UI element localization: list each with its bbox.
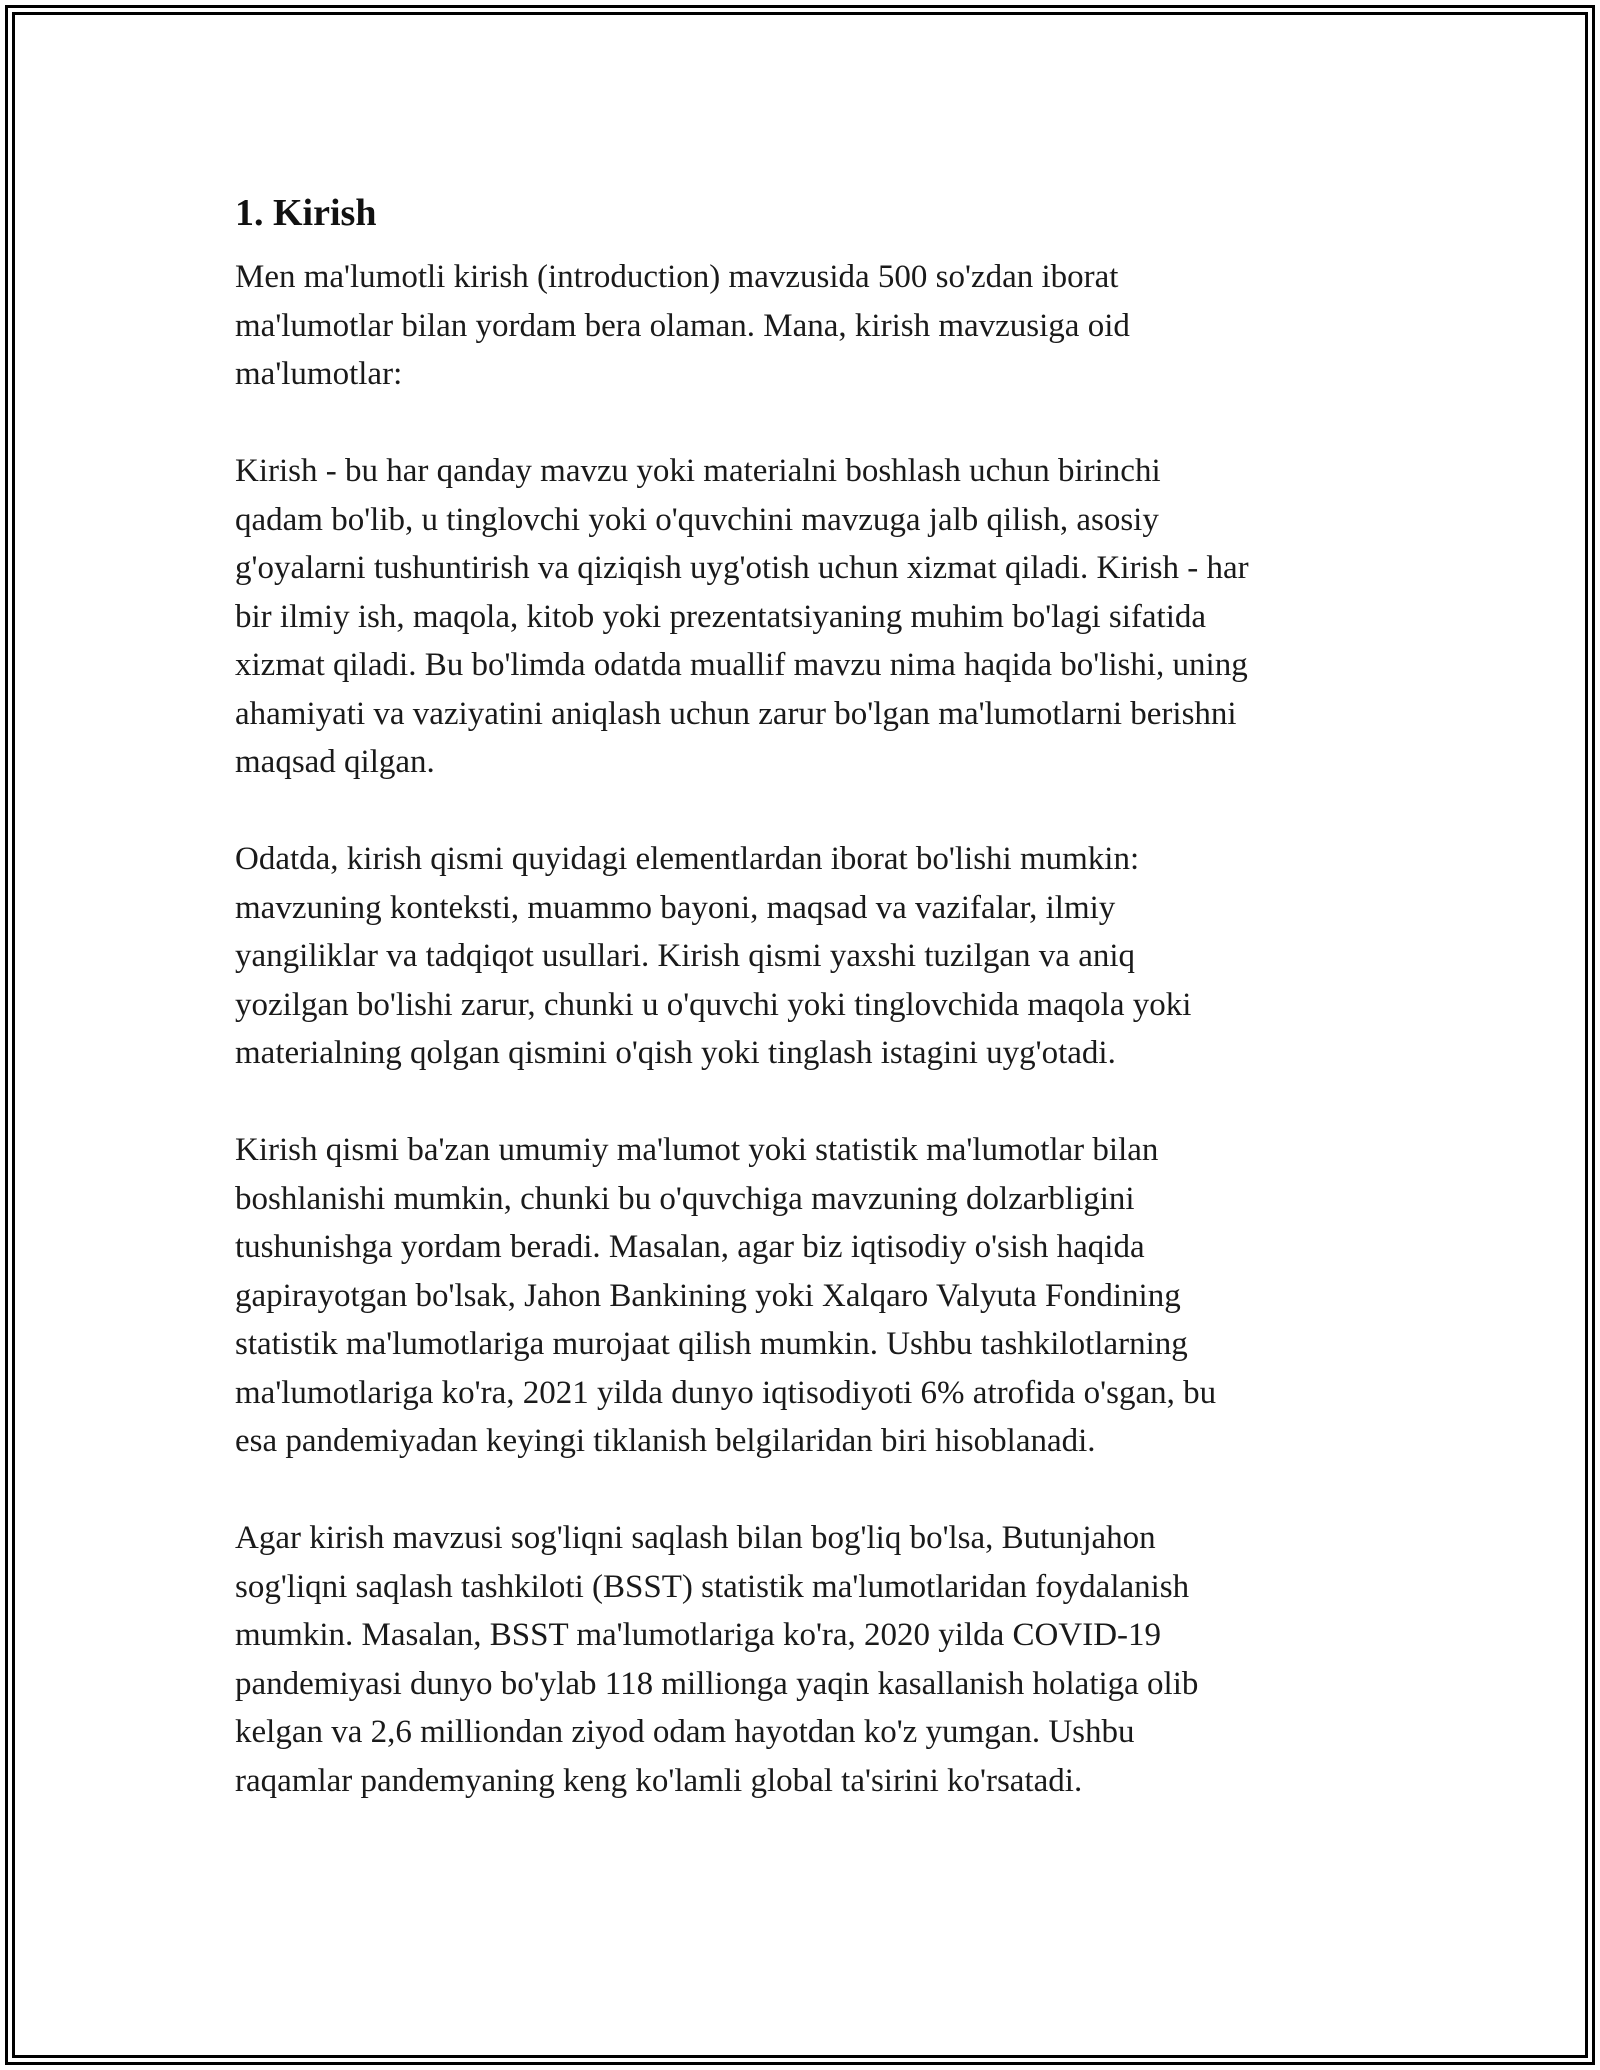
text-line: materialning qolgan qismini o'qish yoki tinglash istagini uyg'otadi.	[235, 1035, 1116, 1071]
text-line: Kirish qismi ba'zan umumiy ma'lumot yoki statistik ma'lumotlar bilan	[235, 1132, 1159, 1168]
text-line: pandemiyasi dunyo bo'ylab 118 millionga yaqin kasallanish holatiga olib	[235, 1665, 1199, 1702]
text-line: Odatda, kirish qismi quyidagi elementlardan iborat bo'lishi mumkin:	[235, 841, 1140, 877]
text-line: tushunishga yordam beradi. Masalan, agar biz iqtisodiy o'sish haqida	[235, 1229, 1145, 1265]
text-line: ma'lumotlariga ko'ra, 2021 yilda dunyo iqtisodiyoti 6% atrofida o'sgan, bu	[235, 1374, 1217, 1411]
text-line: Men ma'lumotli kirish (introduction) mavzusida 500 so'zdan iborat	[235, 259, 1119, 295]
text-line: Agar kirish mavzusi sog'liqni saqlash bilan bog'liq bo'lsa, Butunjahon	[235, 1520, 1156, 1556]
paragraph-2	[235, 447, 1385, 787]
text-line: mavzuning konteksti, muammo bayoni, maqsad va vazifalar, ilmiy	[235, 889, 1116, 926]
text-line: esa pandemiyadan keyingi tiklanish belgilaridan biri hisoblanadi.	[235, 1423, 1096, 1459]
paragraph-5	[235, 1514, 1385, 1805]
text-line: g'oyalarni tushuntirish va qiziqish uyg'otish uchun xizmat qiladi. Kirish - har	[235, 550, 1249, 586]
paragraph-1	[235, 253, 1385, 399]
paragraph-3	[235, 835, 1385, 1078]
text-line: Kirish - bu har qanday mavzu yoki materialni boshlash uchun birinchi	[235, 453, 1161, 489]
text-line: mumkin. Masalan, BSST ma'lumotlariga ko'ra, 2020 yilda COVID-19	[235, 1617, 1162, 1653]
text-line: ma'lumotlar bilan yordam bera olaman. Mana, kirish mavzusiga oid	[235, 307, 1130, 344]
text-line: bir ilmiy ish, maqola, kitob yoki prezentatsiyaning muhim bo'lagi sifatida	[235, 598, 1207, 635]
text-line: kelgan va 2,6 milliondan ziyod odam hayotdan ko'z yumgan. Ushbu	[235, 1714, 1135, 1750]
text-line: xizmat qiladi. Bu bo'limda odatda muallif mavzu nima haqida bo'lishi, uning	[235, 647, 1248, 683]
text-line: qadam bo'lib, u tinglovchi yoki o'quvchini mavzuga jalb qilish, asosiy	[235, 501, 1159, 538]
section-heading: 1. Kirish	[235, 192, 377, 234]
text-line: sog'liqni saqlash tashkiloti (BSST) statistik ma'lumotlaridan foydalanish	[235, 1568, 1190, 1605]
text-line: ahamiyati va vaziyatini aniqlash uchun zarur bo'lgan ma'lumotlarni berishni	[235, 695, 1237, 732]
text-line: statistik ma'lumotlariga murojaat qilish mumkin. Ushbu tashkilotlarning	[235, 1326, 1188, 1362]
text-line: maqsad qilgan.	[235, 744, 435, 780]
text-line: gapirayotgan bo'lsak, Jahon Bankining yoki Xalqaro Valyuta Fondining	[235, 1277, 1181, 1314]
text-line: ma'lumotlar:	[235, 356, 403, 392]
text-line: boshlanishi mumkin, chunki bu o'quvchiga mavzuning dolzarbligini	[235, 1180, 1135, 1217]
paragraph-4	[235, 1126, 1385, 1466]
text-line: yozilgan bo'lishi zarur, chunki u o'quvchi yoki tinglovchida maqola yoki	[235, 986, 1192, 1023]
text-line: yangiliklar va tadqiqot usullari. Kirish qismi yaxshi tuzilgan va aniq	[235, 938, 1136, 974]
text-line: raqamlar pandemyaning keng ko'lamli global ta'sirini ko'rsatadi.	[235, 1762, 1083, 1799]
document-body	[235, 185, 1385, 1854]
